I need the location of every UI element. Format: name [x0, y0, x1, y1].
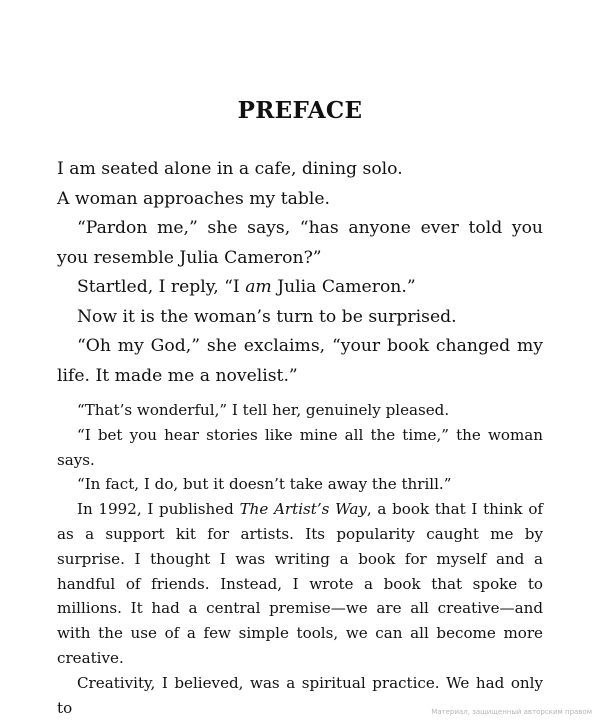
copyright-watermark: Материал, защищенный авторским правом	[431, 708, 592, 716]
opening-dialogue	[57, 155, 543, 391]
paragraph: Now it is the woman’s turn to be surprised.	[77, 306, 457, 327]
paragraph: “I bet you hear stories like mine all the time,” the woman says.	[57, 425, 543, 469]
book-title: The Artist’s Way	[239, 500, 367, 519]
chapter-heading: PREFACE	[237, 97, 363, 124]
body-text	[57, 398, 543, 720]
paragraph: I am seated alone in a cafe, dining solo.	[57, 159, 403, 179]
text-run: Julia Cameron.”	[271, 277, 416, 297]
emphasis: am	[245, 277, 272, 297]
text-run: In 1992, I published	[77, 500, 240, 519]
text-run: Startled, I reply, “I	[77, 277, 246, 297]
paragraph: Creativity, I believed, was a spiritual practice. We had only to	[57, 673, 543, 717]
paragraph	[57, 497, 543, 671]
paragraph: “Pardon me,” she says, “has anyone ever told you you resemble Julia Cameron?”	[57, 218, 543, 268]
paragraph: “Oh my God,” she exclaims, “your book changed my life. It made me a novelist.”	[57, 336, 543, 386]
paragraph: A woman approaches my table.	[57, 188, 330, 209]
text-run: , a book that I think of as a support kit for artists. Its popularity caught me by surprise. I thought I was writing a book for myself and a handful of friends. Instead, I wrote a book that spoke to millions. It had a central premise—we are all creative—and with the use of a few simple tools, we can all become more creative.	[57, 500, 543, 667]
paragraph	[57, 273, 543, 303]
paragraph: “That’s wonderful,” I tell her, genuinely pleased.	[77, 401, 450, 419]
paragraph: “In fact, I do, but it doesn’t take away the thrill.”	[77, 475, 452, 494]
